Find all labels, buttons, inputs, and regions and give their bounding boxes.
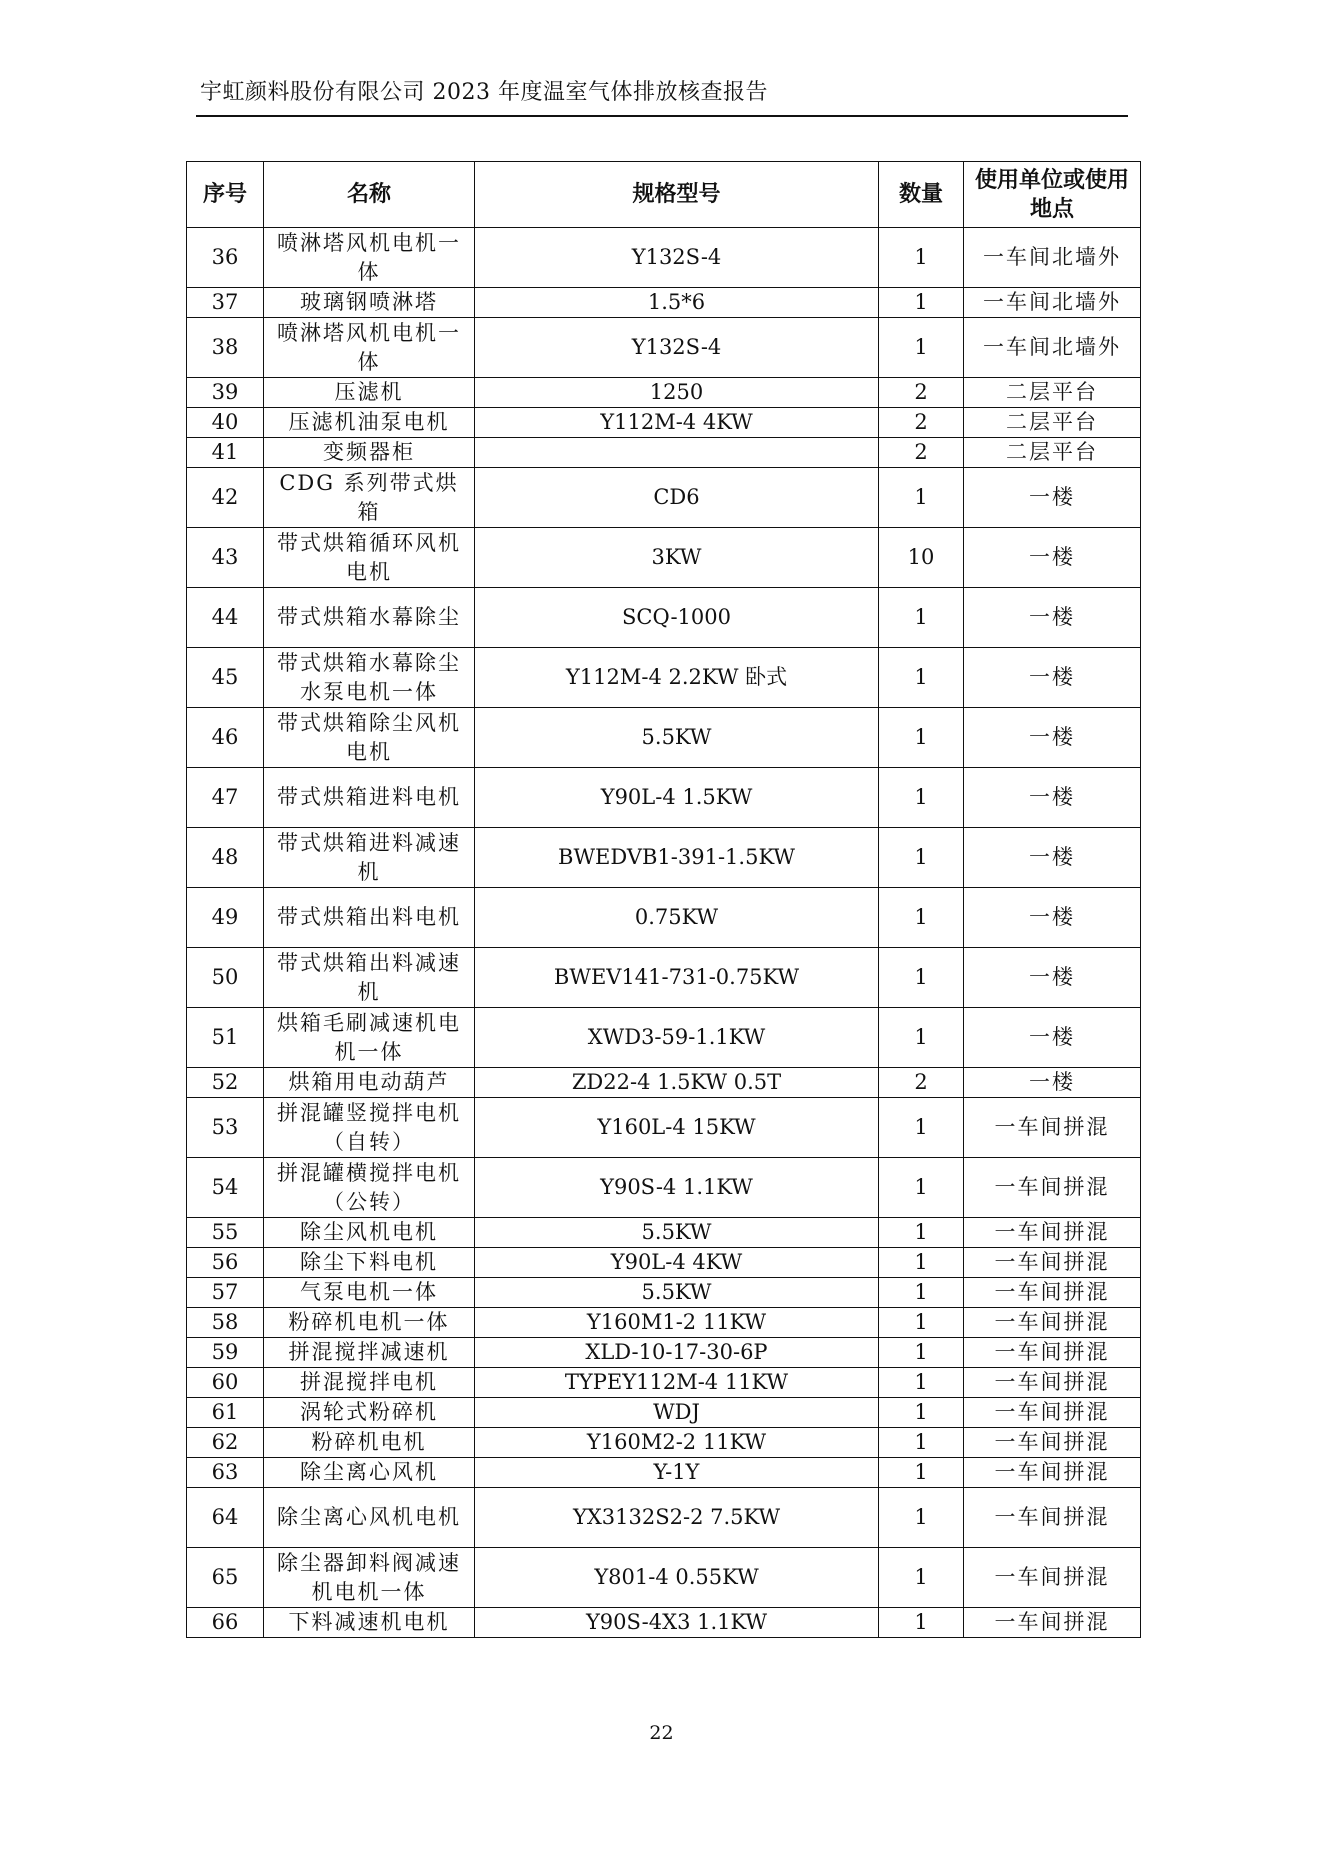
cell-qty: 1	[879, 228, 964, 288]
cell-spec: BWEDVB1-391-1.5KW	[475, 828, 879, 888]
cell-qty: 1	[879, 1398, 964, 1428]
table-row	[187, 1398, 1141, 1428]
cell-index: 52	[187, 1068, 264, 1098]
cell-location: 一楼	[964, 1008, 1141, 1068]
cell-spec: Y90L-4 1.5KW	[475, 768, 879, 828]
cell-spec: 5.5KW	[475, 708, 879, 768]
cell-location: 一车间拼混	[964, 1398, 1141, 1428]
cell-qty: 1	[879, 648, 964, 708]
cell-index: 62	[187, 1428, 264, 1458]
cell-index: 46	[187, 708, 264, 768]
cell-qty: 1	[879, 708, 964, 768]
cell-spec: TYPEY112M-4 11KW	[475, 1368, 879, 1398]
cell-spec: Y160L-4 15KW	[475, 1098, 879, 1158]
table-row	[187, 888, 1141, 948]
cell-spec: Y160M2-2 11KW	[475, 1428, 879, 1458]
cell-name: 气泵电机一体	[264, 1278, 475, 1308]
column-header-location: 使用单位或使用地点	[964, 162, 1141, 228]
cell-location: 一车间拼混	[964, 1488, 1141, 1548]
cell-spec: Y112M-4 2.2KW 卧式	[475, 648, 879, 708]
cell-name: 带式烘箱循环风机电机	[264, 528, 475, 588]
cell-location: 一车间拼混	[964, 1278, 1141, 1308]
cell-spec: 0.75KW	[475, 888, 879, 948]
equipment-table	[186, 161, 1141, 1638]
cell-location: 一车间北墙外	[964, 228, 1141, 288]
cell-qty: 1	[879, 1548, 964, 1608]
cell-name: 玻璃钢喷淋塔	[264, 288, 475, 318]
cell-name: 除尘下料电机	[264, 1248, 475, 1278]
table-row	[187, 528, 1141, 588]
cell-name: 下料减速机电机	[264, 1608, 475, 1638]
table-row	[187, 1248, 1141, 1278]
cell-qty: 1	[879, 1428, 964, 1458]
cell-location: 一楼	[964, 648, 1141, 708]
cell-index: 36	[187, 228, 264, 288]
cell-index: 60	[187, 1368, 264, 1398]
cell-name: 涡轮式粉碎机	[264, 1398, 475, 1428]
cell-index: 53	[187, 1098, 264, 1158]
cell-name: 带式烘箱水幕除尘	[264, 588, 475, 648]
cell-index: 44	[187, 588, 264, 648]
cell-index: 57	[187, 1278, 264, 1308]
table-row	[187, 468, 1141, 528]
cell-index: 40	[187, 408, 264, 438]
cell-name: 烘箱用电动葫芦	[264, 1068, 475, 1098]
table-row	[187, 1308, 1141, 1338]
cell-location: 一车间拼混	[964, 1308, 1141, 1338]
cell-location: 一楼	[964, 708, 1141, 768]
cell-location: 一车间拼混	[964, 1158, 1141, 1218]
report-header: 宇虹颜料股份有限公司 2023 年度温室气体排放核查报告	[200, 80, 768, 105]
cell-spec: XWD3-59-1.1KW	[475, 1008, 879, 1068]
cell-index: 54	[187, 1158, 264, 1218]
cell-qty: 1	[879, 1218, 964, 1248]
table-row	[187, 1068, 1141, 1098]
cell-qty: 1	[879, 1488, 964, 1548]
cell-spec: WDJ	[475, 1398, 879, 1428]
table-row	[187, 588, 1141, 648]
cell-name: 喷淋塔风机电机一体	[264, 228, 475, 288]
table-row	[187, 1488, 1141, 1548]
table-row	[187, 1338, 1141, 1368]
cell-location: 二层平台	[964, 408, 1141, 438]
cell-index: 64	[187, 1488, 264, 1548]
cell-name: 带式烘箱除尘风机电机	[264, 708, 475, 768]
cell-qty: 1	[879, 318, 964, 378]
cell-name: 喷淋塔风机电机一体	[264, 318, 475, 378]
cell-qty: 10	[879, 528, 964, 588]
cell-index: 37	[187, 288, 264, 318]
cell-index: 59	[187, 1338, 264, 1368]
cell-spec	[475, 438, 879, 468]
cell-name: 拼混搅拌减速机	[264, 1338, 475, 1368]
cell-location: 一车间拼混	[964, 1368, 1141, 1398]
cell-qty: 1	[879, 948, 964, 1008]
table-row	[187, 228, 1141, 288]
cell-qty: 1	[879, 1308, 964, 1338]
cell-qty: 2	[879, 408, 964, 438]
cell-name: CDG 系列带式烘箱	[264, 468, 475, 528]
cell-qty: 1	[879, 768, 964, 828]
cell-location: 一楼	[964, 528, 1141, 588]
cell-name: 变频器柜	[264, 438, 475, 468]
cell-qty: 1	[879, 1008, 964, 1068]
cell-location: 一车间北墙外	[964, 288, 1141, 318]
cell-index: 41	[187, 438, 264, 468]
cell-name: 拼混搅拌电机	[264, 1368, 475, 1398]
cell-index: 65	[187, 1548, 264, 1608]
cell-location: 一楼	[964, 468, 1141, 528]
table-row	[187, 1158, 1141, 1218]
table-row	[187, 1458, 1141, 1488]
cell-qty: 1	[879, 1608, 964, 1638]
table-header-row	[187, 162, 1141, 228]
table-row	[187, 648, 1141, 708]
cell-index: 38	[187, 318, 264, 378]
cell-location: 一车间拼混	[964, 1428, 1141, 1458]
table-row	[187, 708, 1141, 768]
cell-name: 粉碎机电机一体	[264, 1308, 475, 1338]
table-row	[187, 438, 1141, 468]
table-row	[187, 1278, 1141, 1308]
column-header-qty: 数量	[879, 162, 964, 228]
cell-location: 一楼	[964, 828, 1141, 888]
cell-name: 压滤机油泵电机	[264, 408, 475, 438]
cell-spec: Y160M1-2 11KW	[475, 1308, 879, 1338]
column-header-spec: 规格型号	[475, 162, 879, 228]
cell-name: 带式烘箱出料电机	[264, 888, 475, 948]
cell-index: 39	[187, 378, 264, 408]
cell-index: 51	[187, 1008, 264, 1068]
cell-qty: 1	[879, 1458, 964, 1488]
cell-location: 一车间拼混	[964, 1608, 1141, 1638]
table-row	[187, 288, 1141, 318]
cell-location: 一车间拼混	[964, 1338, 1141, 1368]
cell-location: 一车间拼混	[964, 1248, 1141, 1278]
cell-qty: 2	[879, 378, 964, 408]
cell-location: 一车间北墙外	[964, 318, 1141, 378]
cell-index: 66	[187, 1608, 264, 1638]
cell-qty: 1	[879, 1368, 964, 1398]
cell-spec: 5.5KW	[475, 1218, 879, 1248]
cell-qty: 1	[879, 1098, 964, 1158]
table-row	[187, 828, 1141, 888]
cell-spec: XLD-10-17-30-6P	[475, 1338, 879, 1368]
cell-spec: Y112M-4 4KW	[475, 408, 879, 438]
cell-spec: 5.5KW	[475, 1278, 879, 1308]
cell-name: 除尘离心风机	[264, 1458, 475, 1488]
table-row	[187, 378, 1141, 408]
cell-qty: 1	[879, 888, 964, 948]
cell-name: 粉碎机电机	[264, 1428, 475, 1458]
cell-name: 带式烘箱进料电机	[264, 768, 475, 828]
table-row	[187, 1098, 1141, 1158]
cell-spec: Y132S-4	[475, 228, 879, 288]
table-row	[187, 408, 1141, 438]
column-header-name: 名称	[264, 162, 475, 228]
cell-location: 一楼	[964, 1068, 1141, 1098]
cell-index: 50	[187, 948, 264, 1008]
header-divider	[196, 115, 1128, 117]
cell-index: 49	[187, 888, 264, 948]
cell-name: 带式烘箱水幕除尘水泵电机一体	[264, 648, 475, 708]
cell-location: 一楼	[964, 888, 1141, 948]
cell-index: 55	[187, 1218, 264, 1248]
cell-spec: SCQ-1000	[475, 588, 879, 648]
table-row	[187, 768, 1141, 828]
cell-qty: 1	[879, 1248, 964, 1278]
cell-qty: 1	[879, 1158, 964, 1218]
cell-location: 一车间拼混	[964, 1548, 1141, 1608]
cell-spec: 3KW	[475, 528, 879, 588]
cell-location: 二层平台	[964, 378, 1141, 408]
cell-qty: 1	[879, 468, 964, 528]
cell-qty: 1	[879, 1338, 964, 1368]
cell-name: 拼混罐横搅拌电机（公转）	[264, 1158, 475, 1218]
page-number: 22	[649, 1722, 674, 1744]
cell-spec: YX3132S2-2 7.5KW	[475, 1488, 879, 1548]
cell-index: 56	[187, 1248, 264, 1278]
cell-spec: Y90S-4X3 1.1KW	[475, 1608, 879, 1638]
cell-location: 二层平台	[964, 438, 1141, 468]
cell-name: 带式烘箱出料减速机	[264, 948, 475, 1008]
cell-spec: Y90L-4 4KW	[475, 1248, 879, 1278]
cell-spec: ZD22-4 1.5KW 0.5T	[475, 1068, 879, 1098]
cell-index: 48	[187, 828, 264, 888]
cell-index: 43	[187, 528, 264, 588]
table-row	[187, 1008, 1141, 1068]
table-row	[187, 1608, 1141, 1638]
cell-spec: BWEV141-731-0.75KW	[475, 948, 879, 1008]
cell-name: 压滤机	[264, 378, 475, 408]
table-row	[187, 948, 1141, 1008]
cell-index: 58	[187, 1308, 264, 1338]
cell-name: 除尘风机电机	[264, 1218, 475, 1248]
cell-spec: Y90S-4 1.1KW	[475, 1158, 879, 1218]
column-header-index: 序号	[187, 162, 264, 228]
table-body	[187, 228, 1141, 1638]
cell-index: 42	[187, 468, 264, 528]
cell-name: 除尘离心风机电机	[264, 1488, 475, 1548]
cell-spec: CD6	[475, 468, 879, 528]
table-row	[187, 1428, 1141, 1458]
cell-spec: 1.5*6	[475, 288, 879, 318]
cell-qty: 1	[879, 1278, 964, 1308]
cell-location: 一楼	[964, 588, 1141, 648]
table-row	[187, 318, 1141, 378]
cell-location: 一车间拼混	[964, 1218, 1141, 1248]
cell-spec: 1250	[475, 378, 879, 408]
cell-location: 一车间拼混	[964, 1098, 1141, 1158]
cell-location: 一楼	[964, 948, 1141, 1008]
cell-name: 除尘器卸料阀减速机电机一体	[264, 1548, 475, 1608]
cell-qty: 2	[879, 1068, 964, 1098]
table-row	[187, 1218, 1141, 1248]
cell-spec: Y-1Y	[475, 1458, 879, 1488]
cell-spec: Y801-4 0.55KW	[475, 1548, 879, 1608]
cell-qty: 1	[879, 288, 964, 318]
cell-index: 61	[187, 1398, 264, 1428]
cell-name: 拼混罐竖搅拌电机（自转）	[264, 1098, 475, 1158]
cell-index: 63	[187, 1458, 264, 1488]
cell-location: 一车间拼混	[964, 1458, 1141, 1488]
cell-spec: Y132S-4	[475, 318, 879, 378]
cell-index: 45	[187, 648, 264, 708]
cell-name: 烘箱毛刷减速机电机一体	[264, 1008, 475, 1068]
cell-qty: 1	[879, 828, 964, 888]
table-row	[187, 1368, 1141, 1398]
cell-qty: 1	[879, 588, 964, 648]
cell-location: 一楼	[964, 768, 1141, 828]
cell-index: 47	[187, 768, 264, 828]
cell-qty: 2	[879, 438, 964, 468]
cell-name: 带式烘箱进料减速机	[264, 828, 475, 888]
table-row	[187, 1548, 1141, 1608]
